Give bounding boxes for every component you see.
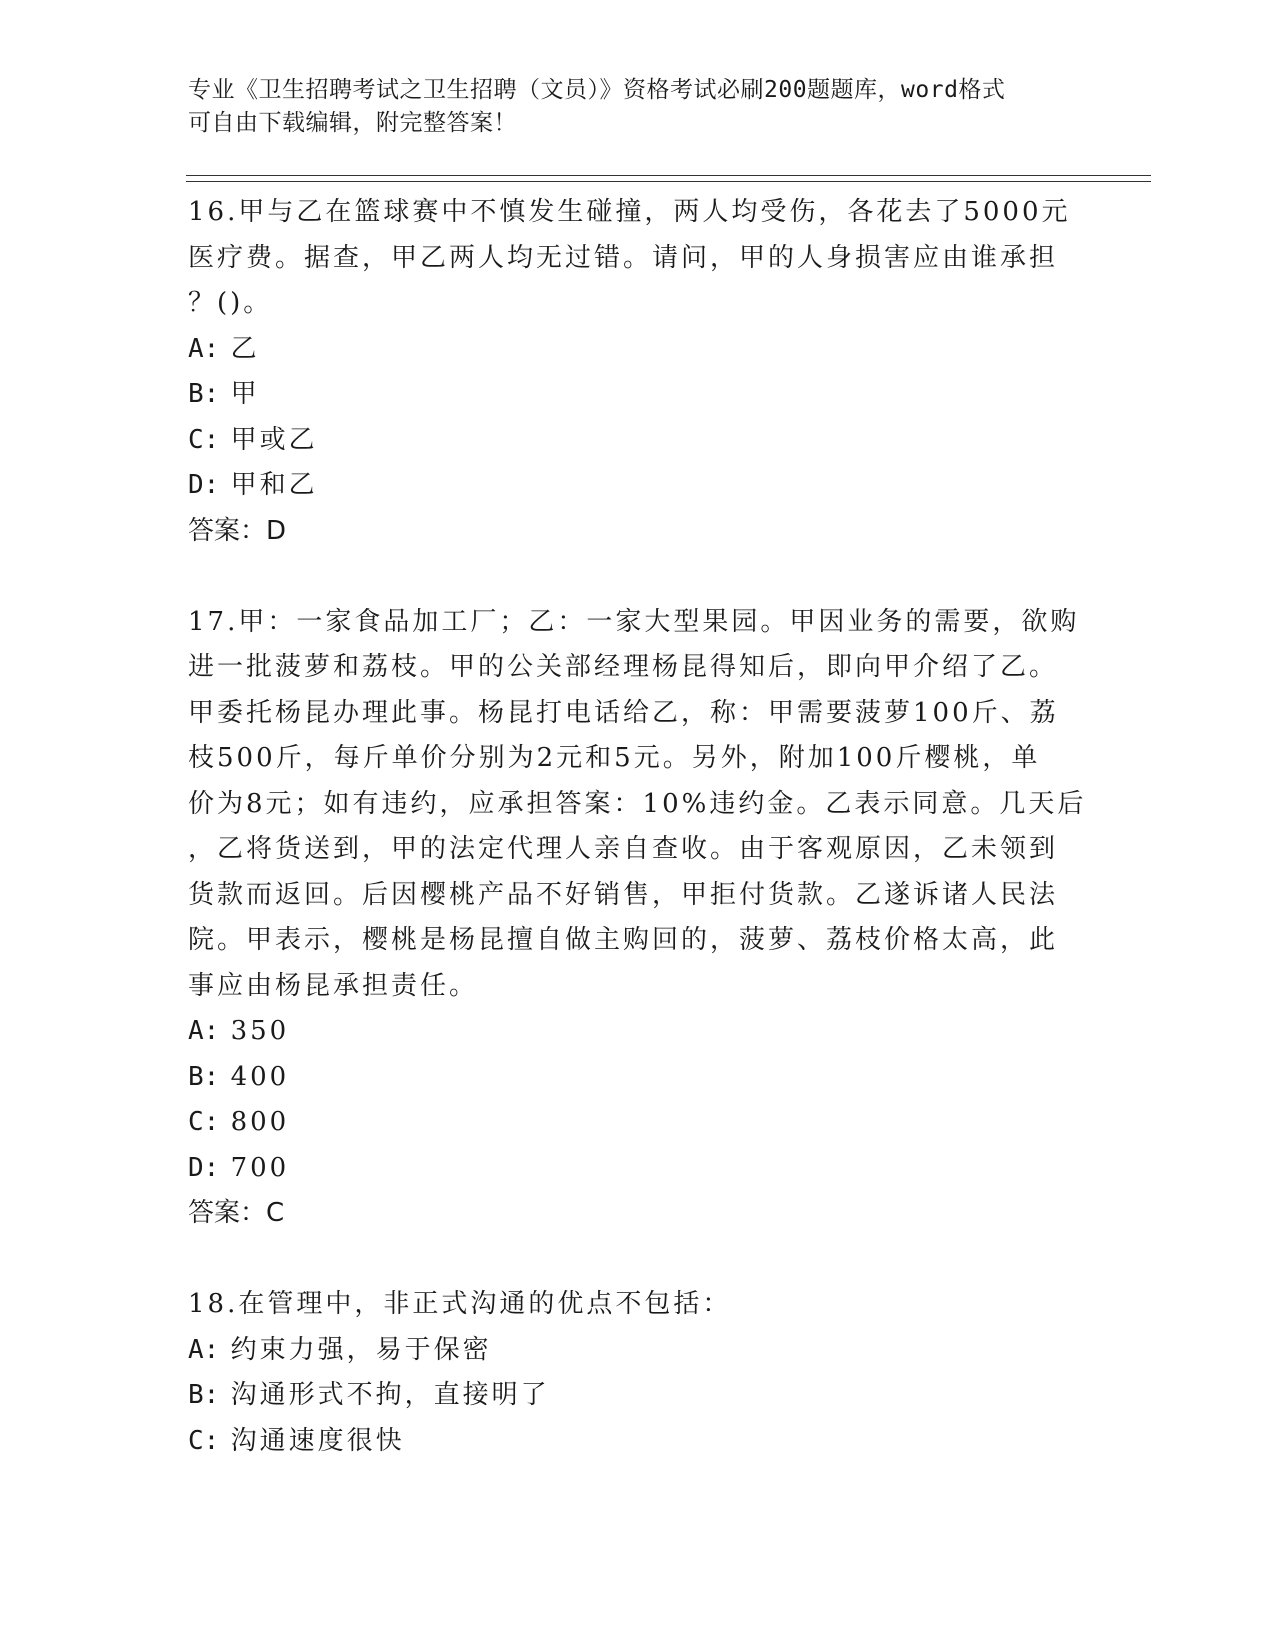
option-letter: C:	[188, 1425, 220, 1456]
question-stem-line: 17.甲：一家食品加工厂；乙：一家大型果园。甲因业务的需要，欲购	[188, 606, 1080, 637]
header-title-line-2: 可自由下载编辑，附完整答案！	[188, 110, 517, 136]
option-letter: A:	[188, 333, 220, 364]
answer-option	[188, 1100, 1088, 1146]
answer-key: 答案：D	[188, 515, 287, 546]
document-header	[188, 74, 1068, 140]
option-text: 约束力强，易于保密	[230, 1334, 492, 1365]
option-text: 700	[230, 1152, 290, 1183]
question-stem-line: 18.在管理中，非正式沟通的优点不包括：	[188, 1289, 732, 1319]
question-stem-line: 16.甲与乙在篮球赛中不慎发生碰撞，两人均受伤，各花去了5000元	[188, 197, 1071, 227]
option-letter: A:	[188, 1016, 220, 1046]
question-stem-line: ？()。	[188, 288, 273, 318]
option-letter: B:	[188, 1380, 220, 1410]
question-stem-line: 事应由杨昆承担责任。	[188, 970, 479, 1001]
option-text: 400	[230, 1061, 290, 1092]
question-stem-line: 甲委托杨昆办理此事。杨昆打电话给乙，称：甲需要菠萝100斤、荔	[188, 697, 1059, 728]
option-text: 甲或乙	[230, 424, 318, 455]
option-letter: D:	[188, 470, 220, 500]
answer-option	[188, 1146, 1088, 1192]
question-block	[188, 1282, 1088, 1464]
option-text: 乙	[230, 333, 260, 364]
answer-option	[188, 1328, 1088, 1374]
answer-option	[188, 327, 1088, 373]
question-stem-line: 价为8元；如有违约，应承担答案：10%违约金。乙表示同意。几天后	[188, 788, 1087, 819]
option-letter: B:	[188, 379, 220, 409]
option-text: 沟通形式不拘，直接明了	[230, 1380, 550, 1410]
option-text: 甲和乙	[230, 470, 318, 500]
header-divider-bottom	[186, 181, 1151, 182]
option-text: 甲	[230, 379, 260, 409]
option-letter: C:	[188, 424, 220, 455]
question-stem-line: 货款而返回。后因樱桃产品不好销售，甲拒付货款。乙遂诉诸人民法	[188, 879, 1059, 910]
question-spacer	[188, 554, 1088, 600]
header-divider-top	[186, 175, 1151, 176]
option-letter: A:	[188, 1334, 220, 1365]
header-title-line-1: 专业《卫生招聘考试之卫生招聘（文员）》资格考试必刷200题题库，word格式	[188, 77, 1006, 103]
question-stem-line: 院。甲表示，樱桃是杨昆擅自做主购回的，菠萝、荔枝价格太高，此	[188, 925, 1059, 955]
option-letter: B:	[188, 1061, 220, 1092]
question-block	[188, 190, 1088, 554]
option-letter: C:	[188, 1107, 220, 1137]
option-text: 350	[230, 1016, 290, 1046]
answer-key: 答案：C	[188, 1198, 285, 1228]
question-spacer	[188, 1237, 1088, 1283]
option-text: 沟通速度很快	[230, 1425, 405, 1456]
question-stem-line: 枝500斤，每斤单价分别为2元和5元。另外，附加100斤樱桃，单	[188, 743, 1041, 773]
question-stem-line: ，乙将货送到，甲的法定代理人亲自查收。由于客观原因，乙未领到	[188, 834, 1059, 864]
question-stem-line: 医疗费。据查，甲乙两人均无过错。请问，甲的人身损害应由谁承担	[188, 242, 1059, 273]
question-block	[188, 600, 1088, 1237]
option-text: 800	[230, 1107, 290, 1137]
question-stem-line: 进一批菠萝和荔枝。甲的公关部经理杨昆得知后，即向甲介绍了乙。	[188, 652, 1059, 682]
answer-option	[188, 418, 1088, 464]
answer-option	[188, 463, 1088, 509]
answer-option	[188, 372, 1088, 418]
question-list	[188, 190, 1088, 1464]
answer-option	[188, 1373, 1088, 1419]
option-letter: D:	[188, 1152, 220, 1183]
answer-option	[188, 1419, 1088, 1465]
answer-option	[188, 1055, 1088, 1101]
answer-option	[188, 1009, 1088, 1055]
